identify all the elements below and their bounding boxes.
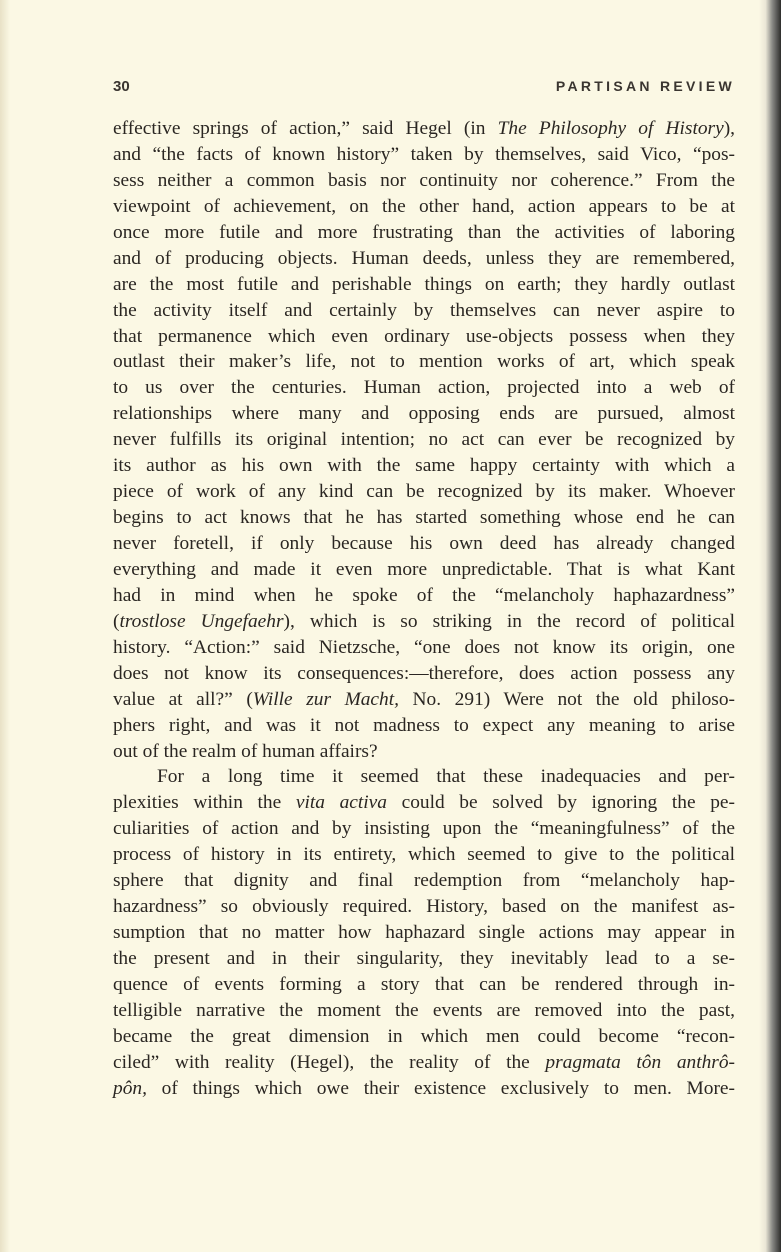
text-segment: to us over the centuries. Human action, projected into a web of xyxy=(113,377,735,399)
text-line xyxy=(113,116,735,142)
text-segment: had in mind when he spoke of the “melancholy haphazardness” xyxy=(113,584,735,606)
text-segment: could be solved by ignoring the pe- xyxy=(386,792,735,814)
text-segment: For a long time it seemed that these inadequacies and per- xyxy=(157,766,735,788)
text-segment: outlast their maker’s life, not to mention works of art, which speak xyxy=(113,351,735,373)
text-line xyxy=(113,142,735,168)
italic-text: pragmata tôn anthrô- xyxy=(545,1051,735,1073)
text-segment: the activity itself and certainly by themselves can never aspire to xyxy=(113,299,735,321)
text-line xyxy=(113,272,735,298)
text-segment: sphere that dignity and final redemption from “melancholy hap- xyxy=(113,870,735,892)
text-segment: value at all?” ( xyxy=(113,688,253,710)
text-line xyxy=(113,842,735,868)
text-line xyxy=(113,816,735,842)
text-segment: of things which owe their existence exclusively to men. More- xyxy=(146,1077,735,1099)
text-segment: are the most futile and perishable things on earth; they hardly outlast xyxy=(113,273,735,295)
text-segment: history. “Action:” said Nietzsche, “one does not know its origin, one xyxy=(113,636,735,658)
text-segment: phers right, and was it not madness to expect any meaning to arise xyxy=(113,714,735,736)
text-segment: never foretell, if only because his own deed has already changed xyxy=(113,533,735,554)
text-segment: that permanence which even ordinary use-objects possess when they xyxy=(113,325,735,347)
text-segment: its author as his own with the same happy certainty with which a xyxy=(113,455,735,477)
text-line xyxy=(113,739,735,765)
italic-text: vita activa xyxy=(295,792,387,814)
running-title: PARTISAN REVIEW xyxy=(555,78,735,94)
page-left-shadow xyxy=(0,0,10,1252)
text-line xyxy=(113,194,735,220)
text-segment: and “the facts of known history” taken by themselves, said Vico, “pos- xyxy=(113,143,735,165)
text-line xyxy=(113,764,735,790)
text-segment: everything and made it even more unpredictable. That is what Kant xyxy=(113,558,735,580)
text-line xyxy=(113,531,735,557)
text-segment: became the great dimension in which men could become “recon- xyxy=(113,1025,735,1047)
italic-text: trostlose Ungefaehr xyxy=(119,610,284,632)
text-line xyxy=(113,479,735,505)
text-line xyxy=(113,1050,735,1076)
text-segment: quence of events forming a story that can be rendered through in- xyxy=(113,973,735,995)
text-segment: ), xyxy=(723,118,735,139)
text-line xyxy=(113,453,735,479)
text-segment: the present and in their singularity, they inevitably lead to a se- xyxy=(113,948,735,969)
text-line xyxy=(113,375,735,401)
text-segment: hazardness” so obviously required. History, based on the manifest as- xyxy=(113,896,735,918)
text-line xyxy=(113,1076,735,1102)
text-line xyxy=(113,946,735,972)
text-line xyxy=(113,427,735,453)
text-line xyxy=(113,635,735,661)
text-segment: culiarities of action and by insisting upon the “meaningfulness” of the xyxy=(113,818,735,840)
text-segment: viewpoint of achievement, on the other hand, action appears to be at xyxy=(113,195,735,217)
book-binding-edge xyxy=(759,0,781,1252)
text-line xyxy=(113,168,735,194)
text-segment: ciled” with reality (Hegel), the reality of the xyxy=(113,1051,546,1073)
text-line xyxy=(113,401,735,427)
italic-text: Wille zur Macht, xyxy=(252,688,399,710)
text-line xyxy=(113,868,735,894)
text-line xyxy=(113,998,735,1024)
text-segment: No. 291) Were not the old philoso- xyxy=(398,688,735,710)
body-text xyxy=(113,116,735,1102)
page-number: 30 xyxy=(113,78,130,95)
text-line xyxy=(113,661,735,687)
text-segment: ), which is so striking in the record of political xyxy=(283,610,736,632)
text-line xyxy=(113,220,735,246)
text-line xyxy=(113,894,735,920)
text-segment: sumption that no matter how haphazard single actions may appear in xyxy=(113,922,735,944)
text-line xyxy=(113,324,735,350)
italic-text: The Philosophy of History xyxy=(497,118,724,139)
text-line xyxy=(113,920,735,946)
text-line xyxy=(113,505,735,531)
text-segment: does not know its consequences:—therefore, does action possess any xyxy=(113,662,735,684)
text-line xyxy=(113,790,735,816)
text-segment: piece of work of any kind can be recognized by its maker. Whoever xyxy=(113,481,735,503)
text-line xyxy=(113,687,735,713)
text-segment: begins to act knows that he has started something whose end he can xyxy=(113,507,735,529)
text-line xyxy=(113,557,735,583)
text-segment: once more futile and more frustrating than the activities of laboring xyxy=(113,221,735,243)
text-segment: effective springs of action,” said Hegel (in xyxy=(113,118,498,139)
text-segment: sess neither a common basis nor continuity nor coherence.” From the xyxy=(113,169,735,191)
text-line xyxy=(113,349,735,375)
text-line xyxy=(113,713,735,739)
italic-text: pôn, xyxy=(113,1077,147,1099)
text-segment: out of the realm of human affairs? xyxy=(113,740,378,762)
text-line xyxy=(113,246,735,272)
text-line xyxy=(113,298,735,324)
text-line xyxy=(113,609,735,635)
text-segment: relationships where many and opposing ends are pursued, almost xyxy=(113,403,735,425)
text-segment: telligible narrative the moment the events are removed into the past, xyxy=(113,999,735,1021)
running-header xyxy=(113,78,735,100)
text-segment: process of history in its entirety, which seemed to give to the political xyxy=(113,844,735,866)
text-segment: plexities within the xyxy=(113,792,296,814)
text-line xyxy=(113,972,735,998)
text-segment: and of producing objects. Human deeds, unless they are remembered, xyxy=(113,247,735,269)
text-line xyxy=(113,1024,735,1050)
text-segment: ( xyxy=(113,610,120,632)
text-segment: never fulfills its original intention; no act can ever be recognized by xyxy=(113,429,735,451)
text-line xyxy=(113,583,735,609)
